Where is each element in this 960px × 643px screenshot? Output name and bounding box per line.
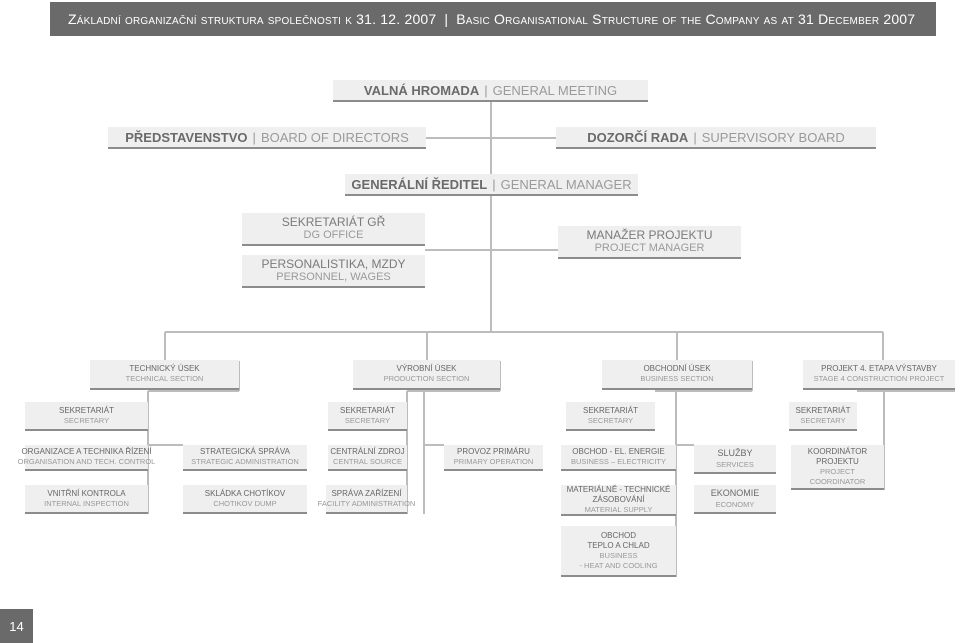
secretary-en: SECRETARY: [63, 415, 110, 425]
production-section-cs: VÝROBNÍ ÚSEK: [396, 364, 457, 373]
secretary-cs: SEKRETARIÁT: [795, 405, 851, 415]
gm-cs: GENERÁLNÍ ŘEDITEL: [351, 176, 488, 192]
personnel-cs: PERSONALISTIKA, MZDY: [261, 257, 406, 271]
node-project-manager: [558, 226, 741, 259]
separator: |: [252, 129, 256, 145]
personnel-en: PERSONNEL, WAGES: [276, 271, 391, 283]
board-cs: PŘEDSTAVENSTVO: [125, 129, 248, 145]
economy-cs: EKONOMIE: [710, 488, 760, 498]
node-economy: [694, 485, 776, 514]
primary-operation-en: PRIMARY OPERATION: [453, 457, 534, 466]
org-tech-en: ORGANISATION AND TECH. CONTROL: [17, 457, 156, 466]
project-manager-en: PROJECT MANAGER: [594, 242, 705, 254]
business-section-en: BUSINESS SECTION: [640, 374, 714, 383]
secretary-cs: SEKRETARIÁT: [583, 405, 638, 415]
node-secretary-technical: [25, 402, 148, 431]
board-en: BOARD OF DIRECTORS: [260, 129, 409, 145]
node-business-section: [602, 360, 752, 390]
internal-inspection-cs: VNITŘNÍ KONTROLA: [47, 488, 126, 498]
technical-section-en: TECHNICAL SECTION: [125, 374, 204, 383]
business-electricity-cs: OBCHOD - EL. ENERGIE: [572, 447, 665, 456]
supervisory-cs: DOZORČÍ RADA: [587, 129, 689, 145]
separator: |: [693, 129, 697, 145]
central-source-cs: CENTRÁLNÍ ZDROJ: [330, 447, 405, 456]
node-org-tech-control: [17, 445, 156, 471]
stage4-project-cs: PROJEKT 4. ETAPA VÝSTAVBY: [821, 364, 937, 373]
project-coordinator-en2: COORDINATOR: [809, 476, 866, 486]
node-business-electricity: [561, 445, 676, 471]
header-title-en: Basic Organisational Structure of the Company as at 31 December 2007: [456, 11, 916, 27]
node-production-section: [353, 360, 500, 390]
material-supply-cs1: MATERIÁLNĚ - TECHNICKÉ: [566, 484, 671, 494]
heat-cooling-cs1: OBCHOD: [600, 530, 637, 540]
internal-inspection-en: INTERNAL INSPECTION: [44, 498, 129, 508]
node-supervisory-board: [556, 127, 876, 149]
material-supply-cs2: ZÁSOBOVÁNÍ: [592, 494, 645, 504]
general-meeting-cs: VALNÁ HROMADA: [363, 82, 480, 98]
node-primary-operation: [444, 445, 543, 471]
page-header: [50, 2, 936, 36]
strategic-admin-en: STRATEGIC ADMINISTRATION: [191, 457, 299, 466]
economy-en: ECONOMY: [715, 500, 755, 509]
heat-cooling-cs2: TEPLO A CHLAD: [587, 540, 650, 550]
secretary-cs: SEKRETARIÁT: [340, 405, 395, 415]
node-facility-admin: [317, 485, 416, 514]
node-secretary-production: [328, 402, 407, 431]
node-business-heat-cooling: [561, 526, 676, 577]
page-number: 14: [0, 609, 33, 643]
general-meeting-en: GENERAL MEETING: [492, 82, 618, 98]
facility-admin-cs: SPRÁVA ZAŘÍZENÍ: [331, 488, 402, 498]
node-technical-section: [90, 360, 239, 390]
separator: |: [492, 176, 496, 192]
chotikov-dump-en: CHOTIKOV DUMP: [213, 498, 277, 508]
node-project-coordinator: [791, 445, 884, 490]
business-electricity-en: BUSINESS – ELECTRICITY: [570, 457, 667, 466]
secretary-cs: SEKRETARIÁT: [59, 405, 114, 415]
header-title-cs: Základní organizační struktura společnosti k 31. 12. 2007: [68, 11, 437, 27]
secretary-en: SECRETARY: [344, 415, 391, 425]
node-general-meeting: [333, 80, 648, 102]
gm-en: GENERAL MANAGER: [500, 176, 632, 192]
secretary-en: SECRETARY: [800, 415, 846, 425]
node-dg-office: [242, 213, 425, 246]
node-secretary-project: [789, 402, 857, 431]
project-manager-cs: MANAŽER PROJEKTU: [586, 228, 713, 242]
supervisory-en: SUPERVISORY BOARD: [701, 129, 845, 145]
technical-section-cs: TECHNICKÝ ÚSEK: [129, 364, 200, 373]
node-secretary-business: [566, 402, 655, 431]
stage4-project-en: STAGE 4 CONSTRUCTION PROJECT: [813, 374, 945, 383]
node-services: [694, 445, 776, 474]
org-tech-cs: ORGANIZACE A TECHNIKA ŘÍZENÍ: [21, 447, 152, 456]
node-chotikov-dump: [183, 485, 307, 514]
primary-operation-cs: PROVOZ PRIMÁRU: [457, 447, 530, 456]
chotikov-dump-cs: SKLÁDKA CHOTÍKOV: [204, 488, 286, 498]
secretary-en: SECRETARY: [587, 415, 634, 425]
facility-admin-en: FACILITY ADMINISTRATION: [317, 498, 416, 508]
node-personnel: [242, 255, 425, 288]
node-general-manager: [345, 174, 638, 196]
production-section-en: PRODUCTION SECTION: [383, 374, 470, 383]
project-coordinator-cs1: KOORDINÁTOR: [807, 446, 868, 456]
dg-office-cs: SEKRETARIÁT GŘ: [281, 215, 386, 229]
heat-cooling-en1: BUSINESS: [599, 550, 638, 560]
project-coordinator-cs2: PROJEKTU: [816, 456, 859, 466]
material-supply-en: MATERIAL SUPPLY: [584, 504, 653, 514]
separator: |: [484, 82, 488, 98]
node-internal-inspection: [25, 485, 148, 514]
central-source-en: CENTRAL SOURCE: [333, 457, 402, 466]
project-coordinator-en1: PROJECT: [819, 466, 855, 476]
node-board-of-directors: [108, 127, 426, 149]
strategic-admin-cs: STRATEGICKÁ SPRÁVA: [200, 447, 290, 456]
node-stage4-project: [803, 360, 955, 390]
business-section-cs: OBCHODNÍ ÚSEK: [643, 364, 711, 373]
node-material-supply: [561, 485, 676, 516]
services-en: SERVICES: [716, 460, 754, 469]
heat-cooling-en2: - HEAT AND COOLING: [579, 560, 658, 570]
services-cs: SLUŽBY: [717, 448, 753, 458]
dg-office-en: DG OFFICE: [303, 229, 364, 241]
node-strategic-admin: [183, 445, 307, 471]
header-separator: |: [444, 11, 449, 27]
node-central-source: [328, 445, 407, 471]
